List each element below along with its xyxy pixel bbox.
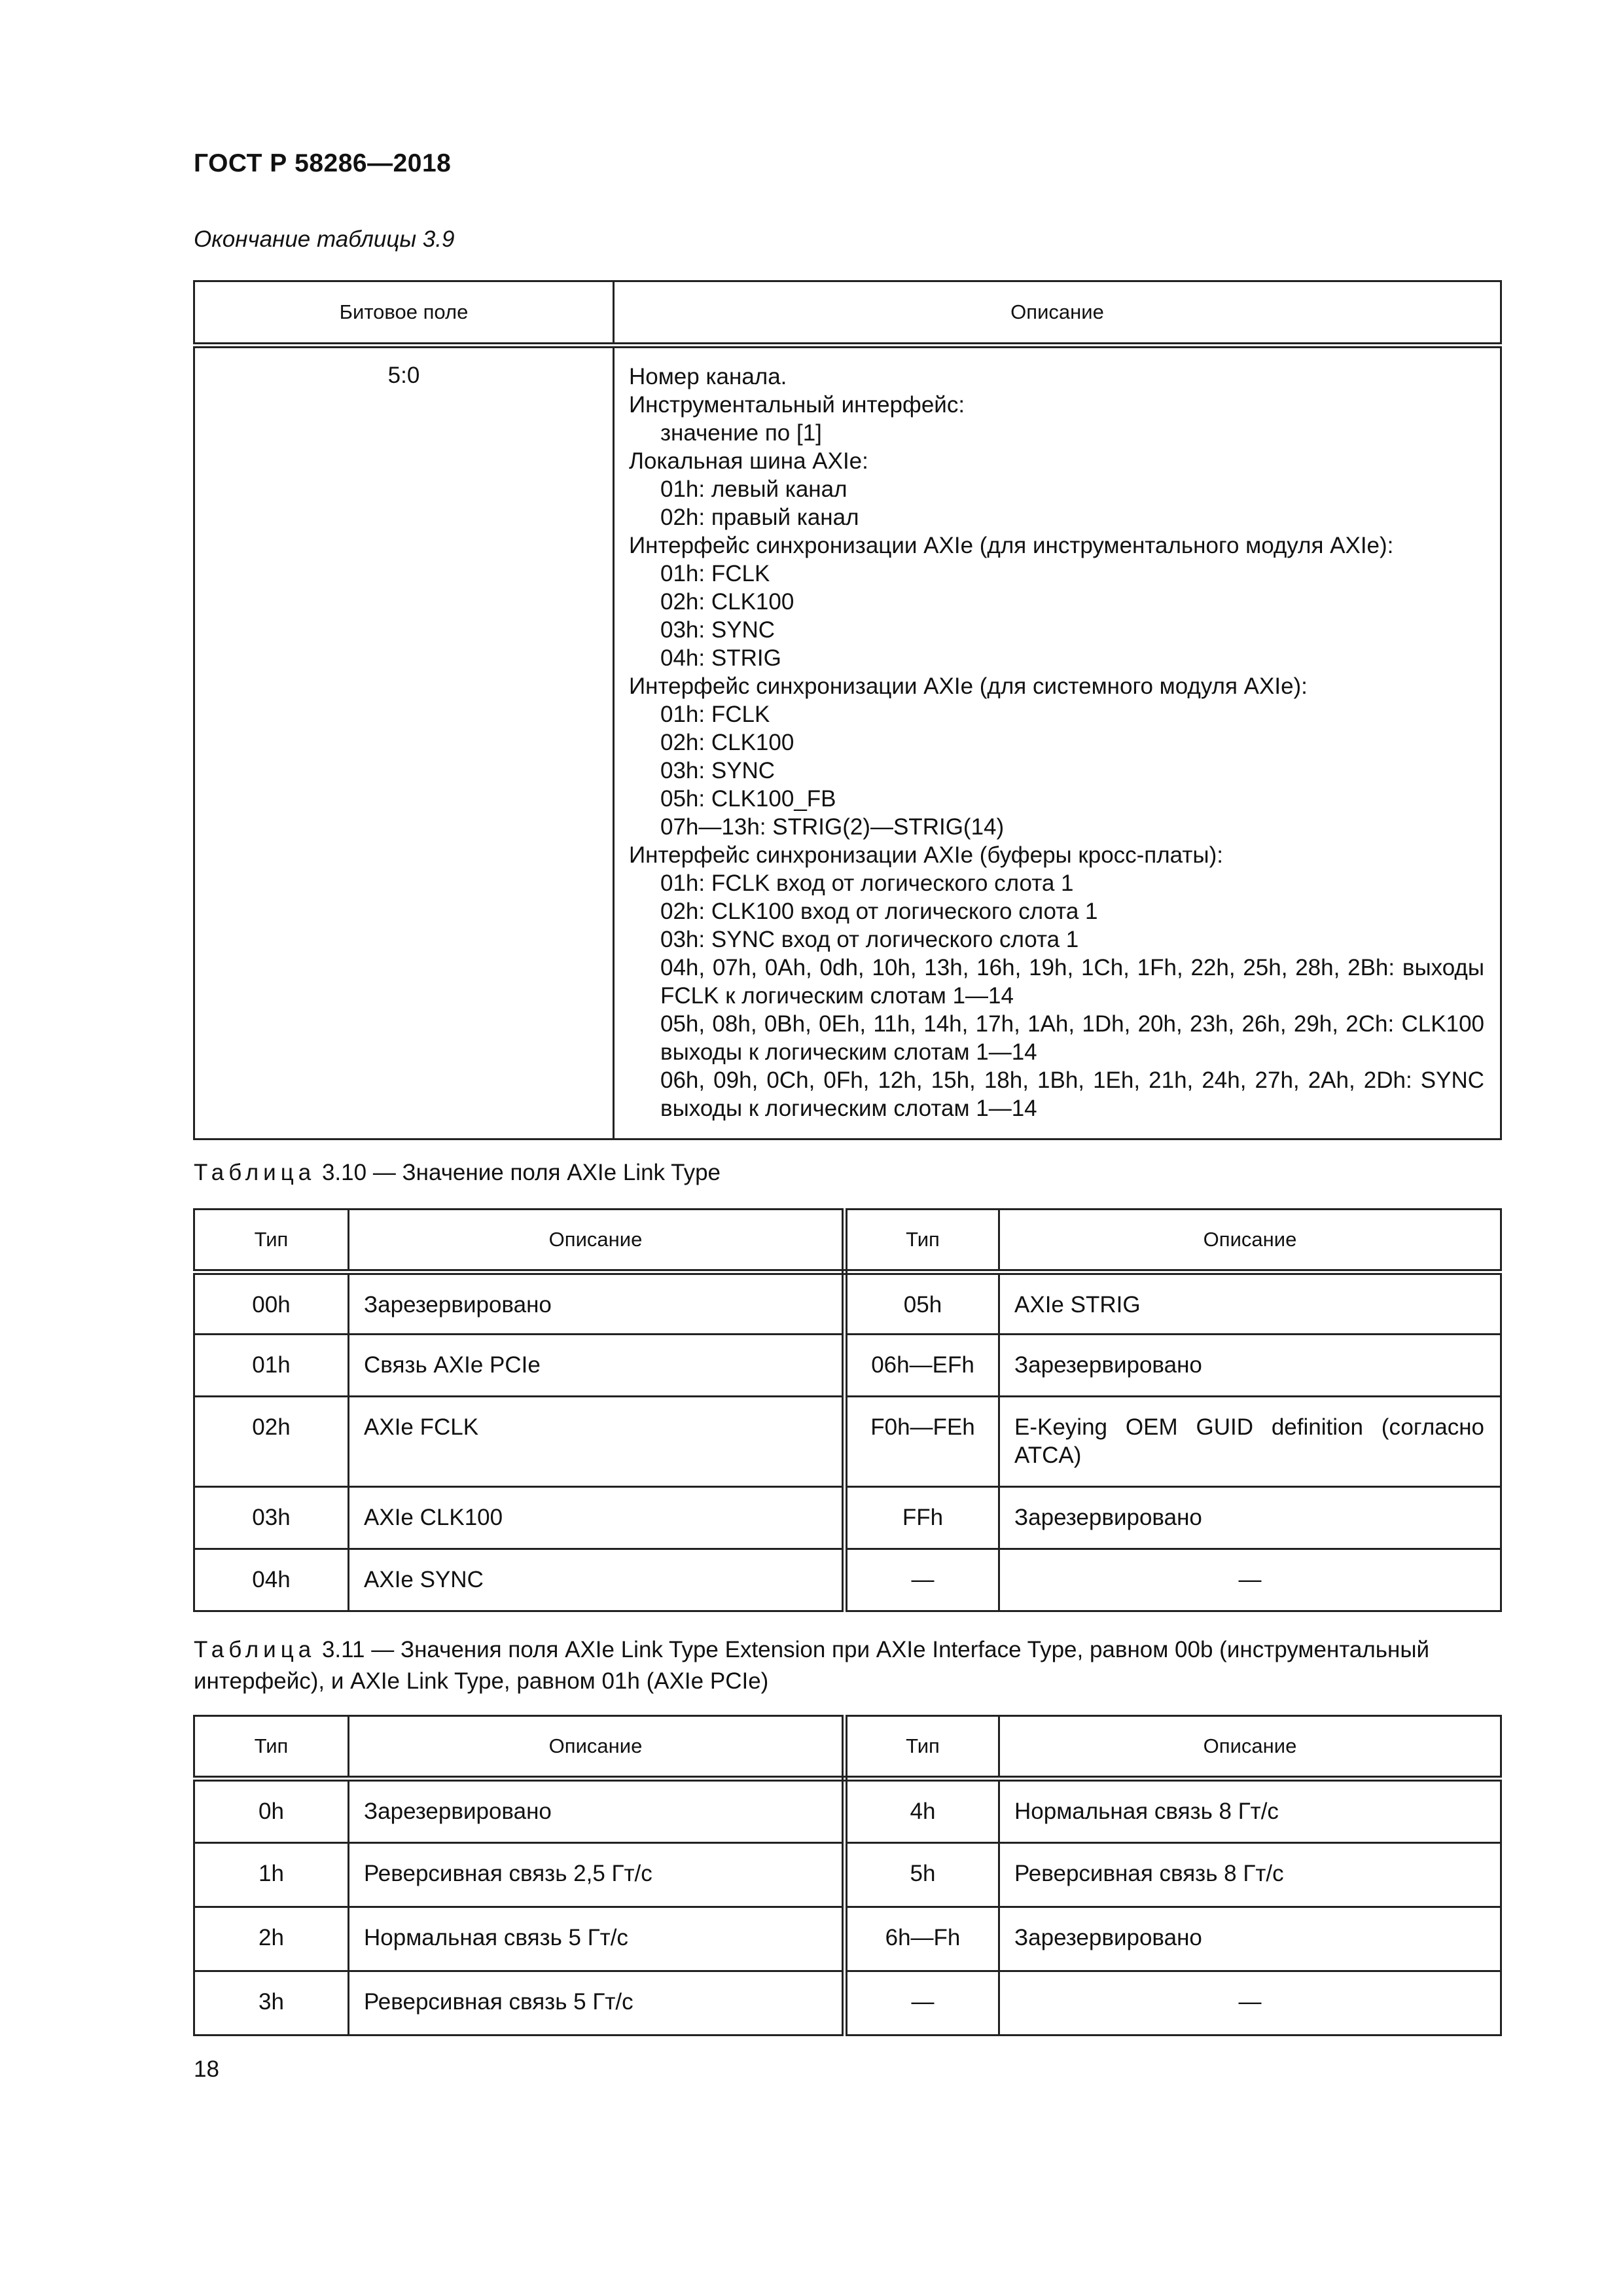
description-line: 03h: SYNC вход от логического слота 1 — [660, 927, 1079, 952]
description-cell: Реверсивная связь 5 Гт/с — [349, 1971, 845, 2036]
description-line: Номер канала. — [629, 364, 787, 389]
description-cell: — — [999, 1549, 1501, 1611]
table-row — [194, 1549, 1501, 1611]
description-cell: Зарезервировано — [349, 1272, 845, 1335]
description-cell: — — [999, 1971, 1501, 2036]
table-row — [194, 1907, 1501, 1971]
type-cell: — — [845, 1971, 999, 2036]
description-line: Интерфейс синхронизации AXIe (для системного модуля AXIe): — [629, 673, 1308, 699]
description-line: 07h—13h: STRIG(2)—STRIG(14) — [660, 814, 1005, 840]
page-number: 18 — [194, 2056, 219, 2082]
description-line: 01h: левый канал — [660, 476, 847, 502]
description-cell: Зарезервировано — [349, 1779, 845, 1843]
column-header-type: Тип — [845, 1716, 999, 1779]
description-cell: Нормальная связь 5 Гт/с — [349, 1907, 845, 1971]
type-cell: 3h — [194, 1971, 349, 2036]
column-header-description: Описание — [349, 1716, 845, 1779]
table-header-row — [194, 281, 1501, 346]
description-line: 04h: STRIG — [660, 645, 781, 671]
table-header-row — [194, 1716, 1501, 1779]
description-line: Интерфейс синхронизации AXIe (буферы кросс-платы): — [629, 842, 1223, 868]
type-cell: 4h — [845, 1779, 999, 1843]
table-row — [194, 1272, 1501, 1335]
type-cell: 01h — [194, 1335, 349, 1397]
table-3-11 — [193, 1715, 1502, 2036]
column-header-type: Тип — [194, 1210, 349, 1272]
description-line: 02h: CLK100 — [660, 589, 794, 615]
description-cell: E-Keying OEM GUID definition (согласно ATCA) — [999, 1397, 1501, 1487]
caption-text: 3.11 — Значения поля AXIe Link Type Extension при AXIe Interface Type, равном 00b (инструментальный интерфейс), и AXIe Link Type, равном 01h (AXIe PCIe) — [194, 1637, 1430, 1694]
description-line: 02h: CLK100 вход от логического слота 1 — [660, 899, 1098, 924]
table-row — [194, 1971, 1501, 2036]
table-3-10-caption — [194, 1157, 1503, 1189]
description-line: 06h, 09h, 0Ch, 0Fh, 12h, 15h, 18h, 1Bh, 1Eh, 21h, 24h, 27h, 2Ah, 2Dh: SYNC выходы к логическим слотам 1—14 — [660, 1067, 1484, 1121]
column-header-description: Описание — [349, 1210, 845, 1272]
description-cell — [614, 346, 1501, 1139]
description-cell: Зарезервировано — [999, 1487, 1501, 1549]
type-cell: F0h—FEh — [845, 1397, 999, 1487]
description-cell: Реверсивная связь 8 Гт/с — [999, 1843, 1501, 1907]
description-line: 03h: SYNC — [660, 758, 776, 783]
column-header-type: Тип — [194, 1716, 349, 1779]
caption-word: Таблица — [194, 1637, 316, 1662]
description-line: 02h: правый канал — [660, 505, 859, 530]
description-cell: Нормальная связь 8 Гт/с — [999, 1779, 1501, 1843]
description-line: 05h, 08h, 0Bh, 0Eh, 11h, 14h, 17h, 1Ah, 1Dh, 20h, 23h, 26h, 29h, 2Ch: CLK100 выходы к логическим слотам 1—14 — [660, 1011, 1484, 1065]
description-cell: AXIe FCLK — [349, 1397, 845, 1487]
description-line: 01h: FCLK — [660, 561, 770, 586]
table-row — [194, 1397, 1501, 1487]
type-cell: 1h — [194, 1843, 349, 1907]
description-cell: AXIe SYNC — [349, 1549, 845, 1611]
description-cell: AXIe STRIG — [999, 1272, 1501, 1335]
type-cell: — — [845, 1549, 999, 1611]
type-cell: 06h—EFh — [845, 1335, 999, 1397]
description-line: 03h: SYNC — [660, 617, 776, 643]
table-3-11-caption — [194, 1634, 1503, 1697]
table-row — [194, 1779, 1501, 1843]
type-cell: 0h — [194, 1779, 349, 1843]
description-cell: AXIe CLK100 — [349, 1487, 845, 1549]
table-header-row — [194, 1210, 1501, 1272]
type-cell: 2h — [194, 1907, 349, 1971]
description-cell: Связь AXIe PCIe — [349, 1335, 845, 1397]
table-row — [194, 346, 1501, 1139]
table-row — [194, 1335, 1501, 1397]
type-cell: 05h — [845, 1272, 999, 1335]
type-cell: 03h — [194, 1487, 349, 1549]
description-line: Локальная шина AXIe: — [629, 448, 868, 474]
type-cell: 6h—Fh — [845, 1907, 999, 1971]
description-line: Инструментальный интерфейс: — [629, 392, 965, 418]
type-cell: 02h — [194, 1397, 349, 1487]
description-line: 01h: FCLK вход от логического слота 1 — [660, 870, 1074, 896]
column-header-description: Описание — [614, 281, 1501, 346]
description-line: 04h, 07h, 0Ah, 0dh, 10h, 13h, 16h, 19h, 1Ch, 1Fh, 22h, 25h, 28h, 2Bh: выходы FCLK к логическим слотам 1—14 — [660, 955, 1484, 1009]
table-row — [194, 1487, 1501, 1549]
description-cell: Реверсивная связь 2,5 Гт/с — [349, 1843, 845, 1907]
column-header-type: Тип — [845, 1210, 999, 1272]
table-3-10 — [193, 1208, 1502, 1612]
bit-field-cell: 5:0 — [194, 346, 614, 1139]
caption-text: 3.10 — Значение поля AXIe Link Type — [321, 1160, 721, 1185]
description-cell: Зарезервировано — [999, 1335, 1501, 1397]
column-header-description: Описание — [999, 1210, 1501, 1272]
type-cell: 04h — [194, 1549, 349, 1611]
description-line: 02h: CLK100 — [660, 730, 794, 755]
type-cell: FFh — [845, 1487, 999, 1549]
description-cell: Зарезервировано — [999, 1907, 1501, 1971]
document-id: ГОСТ Р 58286—2018 — [194, 149, 452, 177]
table-3-9-continuation-caption: Окончание таблицы 3.9 — [194, 226, 455, 252]
table-row — [194, 1843, 1501, 1907]
description-line: значение по [1] — [660, 420, 822, 446]
table-3-9 — [193, 280, 1502, 1140]
column-header-description: Описание — [999, 1716, 1501, 1779]
description-line: 01h: FCLK — [660, 702, 770, 727]
caption-word: Таблица — [194, 1160, 316, 1185]
description-line: 05h: CLK100_FB — [660, 786, 836, 812]
type-cell: 5h — [845, 1843, 999, 1907]
type-cell: 00h — [194, 1272, 349, 1335]
column-header-bits: Битовое поле — [194, 281, 614, 346]
description-line: Интерфейс синхронизации AXIe (для инструментального модуля AXIe): — [629, 533, 1394, 558]
